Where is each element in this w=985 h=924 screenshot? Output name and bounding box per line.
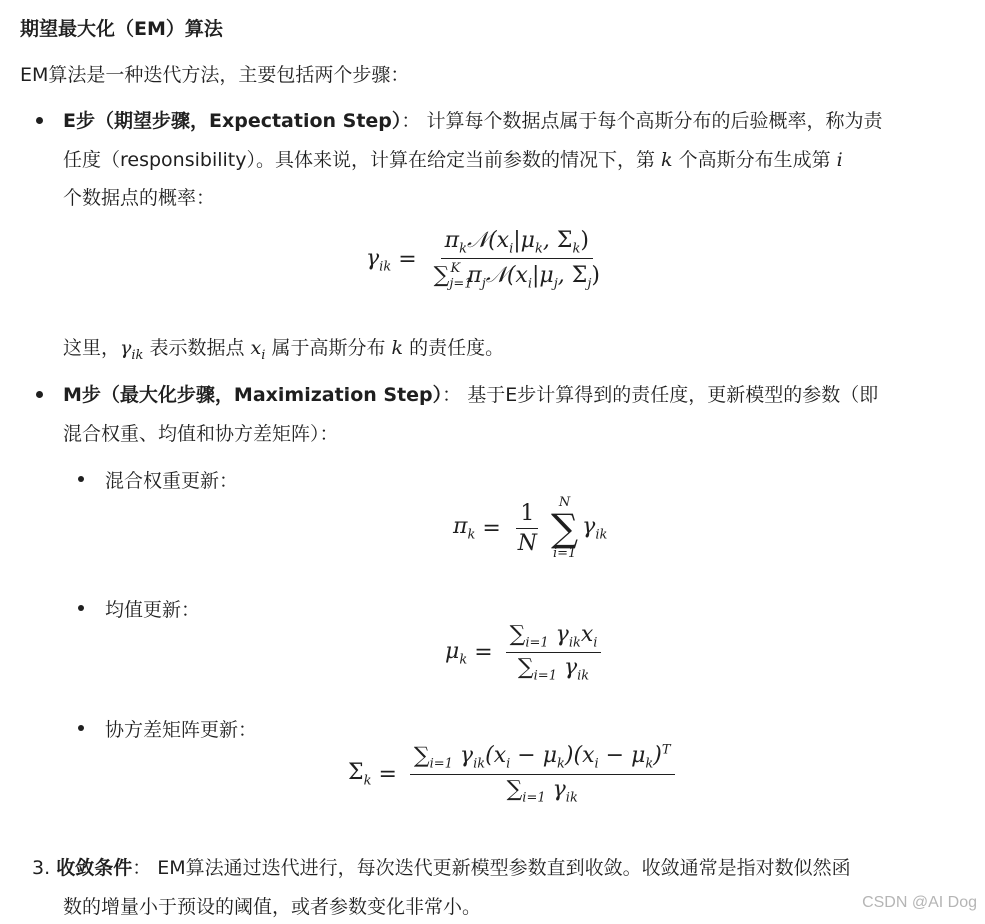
text: 的责任度。 bbox=[409, 337, 505, 359]
e-step-line1 bbox=[63, 106, 883, 133]
sub-bullet-icon bbox=[78, 476, 84, 482]
m-step-desc: 基于E步计算得到的责任度，更新模型的参数（即 bbox=[467, 384, 879, 406]
text: 表示数据点 bbox=[149, 337, 245, 359]
math-k: k bbox=[661, 149, 673, 171]
bullet-icon bbox=[36, 391, 43, 398]
e-step-desc-2a: 任度（responsibility）。具体来说，计算在给定当前参数的情况下，第 bbox=[63, 149, 655, 171]
colon: ： bbox=[401, 110, 421, 132]
m-step-line1 bbox=[63, 380, 878, 407]
weight-update-label: 混合权重更新： bbox=[105, 470, 239, 492]
sub-bullet-icon bbox=[78, 725, 84, 731]
math-i: i bbox=[836, 149, 843, 171]
math-sub: ik bbox=[131, 347, 144, 363]
math-k: k bbox=[391, 337, 404, 359]
convergence-line1 bbox=[32, 853, 851, 880]
text: 属于高斯分布 bbox=[271, 337, 386, 359]
weight-update-formula: $\pi_k$ = $\frac{1}{N}$ N ∑ i=1 $\gamma_{ik}$ bbox=[453, 495, 608, 561]
e-step-line2 bbox=[63, 145, 843, 172]
e-step-desc-2b: 个高斯分布生成第 bbox=[678, 149, 831, 171]
e-step-desc: 计算每个数据点属于每个高斯分布的后验概率，称为责 bbox=[426, 110, 883, 132]
covariance-update-formula: $\Sigma_k$ = $\frac{\sum_{i=1} \gamma_{ik}(x_i - \mu_k)(x_i - \mu_k)^T}{\sum_{i=1} \gamma_{ik}}$ bbox=[348, 743, 681, 805]
e-step-label: E步（期望步骤，Expectation Step） bbox=[63, 110, 402, 132]
sub-bullet-icon bbox=[78, 605, 84, 611]
text: 这里， bbox=[63, 337, 121, 359]
convergence-line2: 数的增量小于预设的阈值，或者参数变化非常小。 bbox=[63, 896, 482, 918]
bullet-icon bbox=[36, 117, 43, 124]
m-step-line2: 混合权重、均值和协方差矩阵）： bbox=[63, 423, 339, 445]
list-number: 3. bbox=[32, 857, 51, 879]
e-step-explanation bbox=[63, 333, 504, 363]
math-x: x bbox=[250, 337, 262, 359]
mean-update-label: 均值更新： bbox=[105, 599, 201, 621]
convergence-desc: EM算法通过迭代进行，每次迭代更新模型参数直到收敛。收敛通常是指对数似然函 bbox=[157, 857, 851, 879]
math-gamma: γ bbox=[120, 337, 132, 359]
convergence-label: 收敛条件 bbox=[56, 857, 133, 879]
responsibility-formula: $\gamma_{ik}$ = $\frac{\pi_k𝒩(x_i|\mu_k, \Sigma_k)}{\sum_{j=1}^K \pi_j𝒩(x_i|\mu_j, \Sigma_j)}$ bbox=[366, 228, 600, 292]
m-step-label: M步（最大化步骤，Maximization Step） bbox=[63, 384, 443, 406]
colon: ： bbox=[132, 857, 152, 879]
covariance-update-label: 协方差矩阵更新： bbox=[105, 719, 258, 741]
math-sub: i bbox=[261, 347, 266, 363]
e-step-line3: 个数据点的概率： bbox=[63, 187, 216, 209]
colon: ： bbox=[442, 384, 462, 406]
watermark: CSDN @AI Dog bbox=[862, 894, 977, 911]
intro-text: EM算法是一种迭代方法，主要包括两个步骤： bbox=[20, 64, 410, 86]
mean-update-formula: $\mu_k$ = $\frac{\sum_{i=1} \gamma_{ik}x_i}{\sum_{i=1} \gamma_{ik}}$ bbox=[445, 622, 607, 684]
page-title: 期望最大化（EM）算法 bbox=[20, 18, 223, 40]
